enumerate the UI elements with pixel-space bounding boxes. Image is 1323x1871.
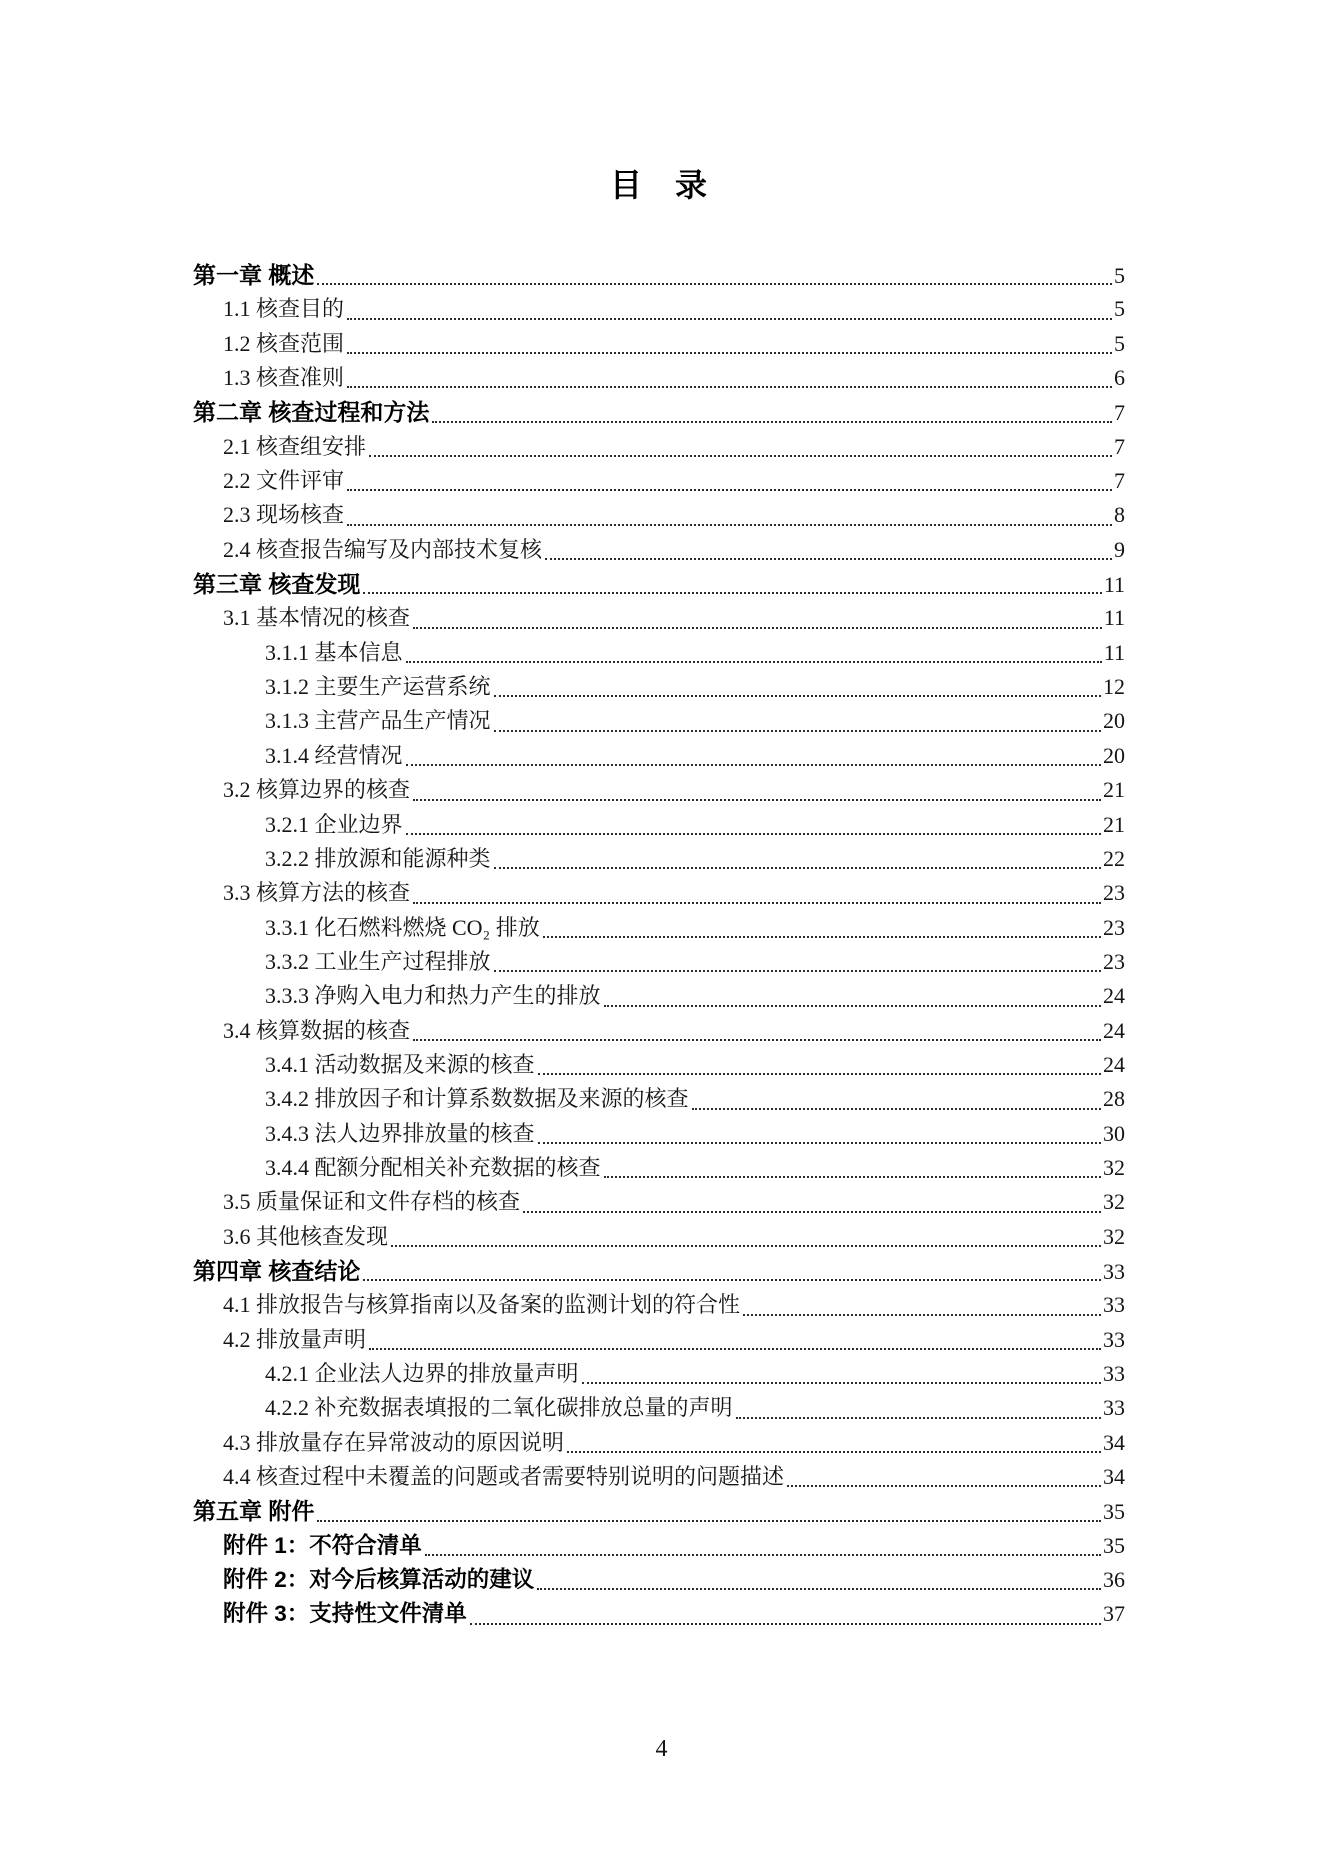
toc-entry-page: 35: [1103, 1532, 1125, 1558]
toc-entry[interactable]: [193, 1563, 1125, 1597]
toc-entry-page: 5: [1114, 296, 1125, 322]
toc-entry[interactable]: [193, 1220, 1125, 1254]
toc-dot-leader: [369, 1348, 1101, 1350]
toc-entry-page: 21: [1103, 777, 1125, 803]
toc-entry-page: 24: [1103, 1051, 1125, 1077]
toc-dot-leader: [391, 1245, 1101, 1247]
toc-entry-label: 第二章 核查过程和方法: [193, 399, 430, 426]
toc-entry[interactable]: [193, 773, 1125, 807]
toc-dot-leader: [347, 524, 1112, 526]
toc-entry[interactable]: [193, 1014, 1125, 1048]
toc-entry-page: 11: [1103, 572, 1125, 598]
toc-entry-label: 3.1.4 经营情况: [265, 742, 403, 768]
toc-entry-label: 3.2.2 排放源和能源种类: [265, 845, 491, 871]
toc-entry[interactable]: [193, 327, 1125, 361]
toc-entry-label: 3.5 质量保证和文件存档的核查: [223, 1189, 521, 1215]
toc-entry-page: 35: [1103, 1499, 1125, 1525]
toc-dot-leader: [363, 592, 1101, 594]
toc-entry[interactable]: [193, 464, 1125, 498]
toc-dot-leader: [413, 799, 1101, 801]
toc-dot-leader: [494, 695, 1101, 697]
toc-entry-page: 32: [1103, 1189, 1125, 1215]
toc-entry[interactable]: [193, 1391, 1125, 1425]
toc-entry-label: 3.4 核算数据的核查: [223, 1017, 411, 1043]
toc-dot-leader: [406, 661, 1102, 663]
toc-dot-leader: [406, 764, 1101, 766]
toc-entry-label: 第四章 核查结论: [193, 1257, 361, 1284]
toc-entry-label: 2.1 核查组安排: [223, 433, 367, 459]
toc-entry-label: 4.2.2 补充数据表填报的二氧化碳排放总量的声明: [265, 1395, 733, 1421]
toc-entry[interactable]: [193, 1426, 1125, 1460]
toc-entry-page: 23: [1103, 880, 1125, 906]
toc-dot-leader: [406, 833, 1101, 835]
toc-entry-page: 24: [1103, 983, 1125, 1009]
toc-entry-page: 5: [1114, 330, 1125, 356]
toc-entry[interactable]: [193, 567, 1125, 601]
toc-entry-page: 37: [1103, 1601, 1125, 1627]
toc-entry-label: 3.3.3 净购入电力和热力产生的排放: [265, 983, 601, 1009]
toc-entry-page: 6: [1114, 365, 1125, 391]
toc-entry-label: 3.2.1 企业边界: [265, 811, 403, 837]
toc-entry-label: 4.2.1 企业法人边界的排放量声明: [265, 1361, 579, 1386]
toc-entry-page: 33: [1103, 1326, 1125, 1352]
toc-entry[interactable]: [193, 292, 1125, 326]
toc-entry-page: 23: [1103, 914, 1125, 940]
toc-entry[interactable]: [193, 842, 1125, 876]
toc-entry[interactable]: [193, 1185, 1125, 1219]
toc-dot-leader: [413, 1039, 1101, 1041]
toc-entry-page: 33: [1103, 1292, 1125, 1318]
toc-entry-page: 22: [1103, 845, 1125, 871]
toc-entry[interactable]: [193, 533, 1125, 567]
toc-entry-label: 1.2 核查范围: [223, 330, 345, 356]
toc-dot-leader: [347, 318, 1112, 320]
toc-entry-label: 1.1 核查目的: [223, 296, 345, 322]
toc-entry-label: 3.4.3 法人边界排放量的核查: [265, 1120, 535, 1146]
toc-entry-label: 2.3 现场核查: [223, 502, 345, 528]
toc-entry-label: 4.1 排放报告与核算指南以及备案的监测计划的符合性: [223, 1292, 741, 1318]
toc-entry-page: 5: [1114, 263, 1125, 288]
toc-entry-page: 9: [1114, 536, 1125, 562]
toc-entry[interactable]: [193, 670, 1125, 704]
toc-entry-page: 11: [1103, 605, 1125, 631]
toc-entry[interactable]: [193, 430, 1125, 464]
toc-entry-page: 34: [1103, 1429, 1125, 1455]
toc-dot-leader: [413, 627, 1102, 629]
toc-entry[interactable]: [193, 1494, 1125, 1528]
toc-dot-leader: [363, 1279, 1101, 1281]
footer-page-number: 4: [655, 1736, 668, 1762]
toc-dot-leader: [537, 1588, 1101, 1590]
toc-entry-label: 4.2 排放量声明: [223, 1326, 367, 1352]
toc-entry-label: 2.2 文件评审: [223, 468, 345, 494]
toc-entry-label: 附件 3：支持性文件清单: [223, 1601, 467, 1627]
toc-dot-leader: [470, 1623, 1101, 1625]
toc-entry[interactable]: [193, 1151, 1125, 1185]
toc-entry-page: 34: [1103, 1464, 1125, 1490]
toc-entry-label: 第一章 概述: [193, 262, 315, 288]
toc-entry[interactable]: [193, 361, 1125, 395]
toc-entry-page: 28: [1103, 1086, 1125, 1112]
toc-entry[interactable]: [193, 1254, 1125, 1288]
toc-entry-page: 20: [1103, 742, 1125, 768]
toc-dot-leader: [494, 867, 1101, 869]
toc-dot-leader: [494, 970, 1101, 972]
toc-entry[interactable]: [193, 945, 1125, 979]
toc-entry-label: 3.3 核算方法的核查: [223, 880, 411, 906]
toc-entry[interactable]: [193, 808, 1125, 842]
toc-entry-page: 36: [1103, 1567, 1125, 1593]
toc-entry-label: 3.2 核算边界的核查: [223, 777, 411, 803]
toc-entry[interactable]: [193, 601, 1125, 635]
toc-entry[interactable]: [193, 636, 1125, 670]
toc-entry-label: 3.6 其他核查发现: [223, 1223, 389, 1249]
toc-dot-leader: [582, 1382, 1101, 1384]
toc-entry-label: 3.1.3 主营产品生产情况: [265, 708, 491, 734]
toc-entry-page: 32: [1103, 1223, 1125, 1249]
toc-entry-page: 7: [1114, 400, 1125, 426]
toc-entry-label: 1.3 核查准则: [223, 365, 345, 391]
toc-entry[interactable]: [193, 1117, 1125, 1151]
toc-entry-label: 3.1 基本情况的核查: [223, 605, 411, 631]
toc-dot-leader: [523, 1211, 1101, 1213]
toc-entry[interactable]: [193, 1323, 1125, 1357]
toc-entry-label: 3.4.1 活动数据及来源的核查: [265, 1051, 535, 1077]
toc-entry-page: 33: [1103, 1395, 1125, 1421]
toc-entry[interactable]: [193, 258, 1125, 292]
toc-entry[interactable]: [193, 1288, 1125, 1322]
toc-dot-leader: [545, 558, 1112, 560]
toc-entry-page: 20: [1103, 708, 1125, 734]
toc-dot-leader: [494, 730, 1101, 732]
toc-entry-label: 附件 2：对今后核算活动的建议: [223, 1567, 535, 1593]
toc-dot-leader: [692, 1108, 1101, 1110]
toc-dot-leader: [567, 1451, 1101, 1453]
toc-entry-page: 33: [1103, 1258, 1125, 1284]
toc-entry-label: 3.1.2 主要生产运营系统: [265, 674, 491, 700]
toc-dot-leader: [538, 1142, 1101, 1144]
toc-entry-label: 第三章 核查发现: [193, 571, 361, 598]
toc-entry-page: 7: [1114, 433, 1125, 459]
toc-entry-page: 8: [1114, 502, 1125, 528]
toc-dot-leader: [543, 936, 1101, 938]
toc-entry-label: 第五章 附件: [193, 1498, 315, 1525]
toc-entry-label: 附件 1：不符合清单: [223, 1532, 422, 1558]
toc-dot-leader: [317, 1520, 1101, 1522]
toc-dot-leader: [347, 386, 1112, 388]
toc-entry-page: 7: [1114, 468, 1125, 494]
toc-entry-page: 21: [1103, 811, 1125, 837]
toc-dot-leader: [347, 489, 1112, 491]
toc-entry[interactable]: [193, 739, 1125, 773]
toc-dot-leader: [369, 455, 1112, 457]
toc-entry-label: 3.4.4 配额分配相关补充数据的核查: [265, 1154, 601, 1180]
toc-entry[interactable]: [193, 1460, 1125, 1494]
toc-dot-leader: [317, 283, 1112, 285]
toc-dot-leader: [743, 1314, 1101, 1316]
toc-entry[interactable]: [193, 911, 1125, 945]
toc-dot-leader: [604, 1005, 1101, 1007]
toc-dot-leader: [538, 1073, 1101, 1075]
toc-entry-label: 3.1.1 基本信息: [265, 639, 403, 665]
toc-entry-label: 3.3.1 化石燃料燃烧 CO₂ 排放: [265, 914, 540, 940]
toc-entry[interactable]: [193, 498, 1125, 532]
toc-entry[interactable]: [193, 1048, 1125, 1082]
toc-dot-leader: [413, 902, 1101, 904]
table-of-contents: [193, 258, 1125, 1632]
toc-entry-label: 4.3 排放量存在异常波动的原因说明: [223, 1429, 565, 1455]
toc-entry[interactable]: [193, 395, 1125, 429]
toc-entry[interactable]: [193, 1082, 1125, 1116]
toc-dot-leader: [432, 421, 1112, 423]
toc-entry[interactable]: [193, 704, 1125, 738]
toc-entry[interactable]: [193, 979, 1125, 1013]
toc-entry-page: 12: [1103, 674, 1125, 700]
toc-entry-page: 11: [1103, 639, 1125, 665]
toc-entry[interactable]: [193, 1357, 1125, 1391]
toc-dot-leader: [347, 352, 1112, 354]
toc-dot-leader: [604, 1176, 1101, 1178]
toc-entry-label: 4.4 核查过程中未覆盖的问题或者需要特别说明的问题描述: [223, 1464, 785, 1490]
toc-entry-label: 2.4 核查报告编写及内部技术复核: [223, 536, 543, 562]
toc-dot-leader: [787, 1485, 1101, 1487]
toc-entry-label: 3.3.2 工业生产过程排放: [265, 948, 491, 974]
toc-entry-page: 33: [1103, 1361, 1125, 1386]
toc-entry-page: 23: [1103, 948, 1125, 974]
toc-entry-page: 32: [1103, 1154, 1125, 1180]
toc-entry[interactable]: [193, 876, 1125, 910]
page-title: 目 录: [610, 167, 713, 203]
toc-entry-label: 3.4.2 排放因子和计算系数数据及来源的核查: [265, 1086, 689, 1112]
toc-dot-leader: [736, 1417, 1101, 1419]
toc-entry-page: 30: [1103, 1120, 1125, 1146]
toc-dot-leader: [425, 1554, 1101, 1556]
toc-entry[interactable]: [193, 1597, 1125, 1631]
toc-entry-page: 24: [1103, 1017, 1125, 1043]
toc-entry[interactable]: [193, 1529, 1125, 1563]
